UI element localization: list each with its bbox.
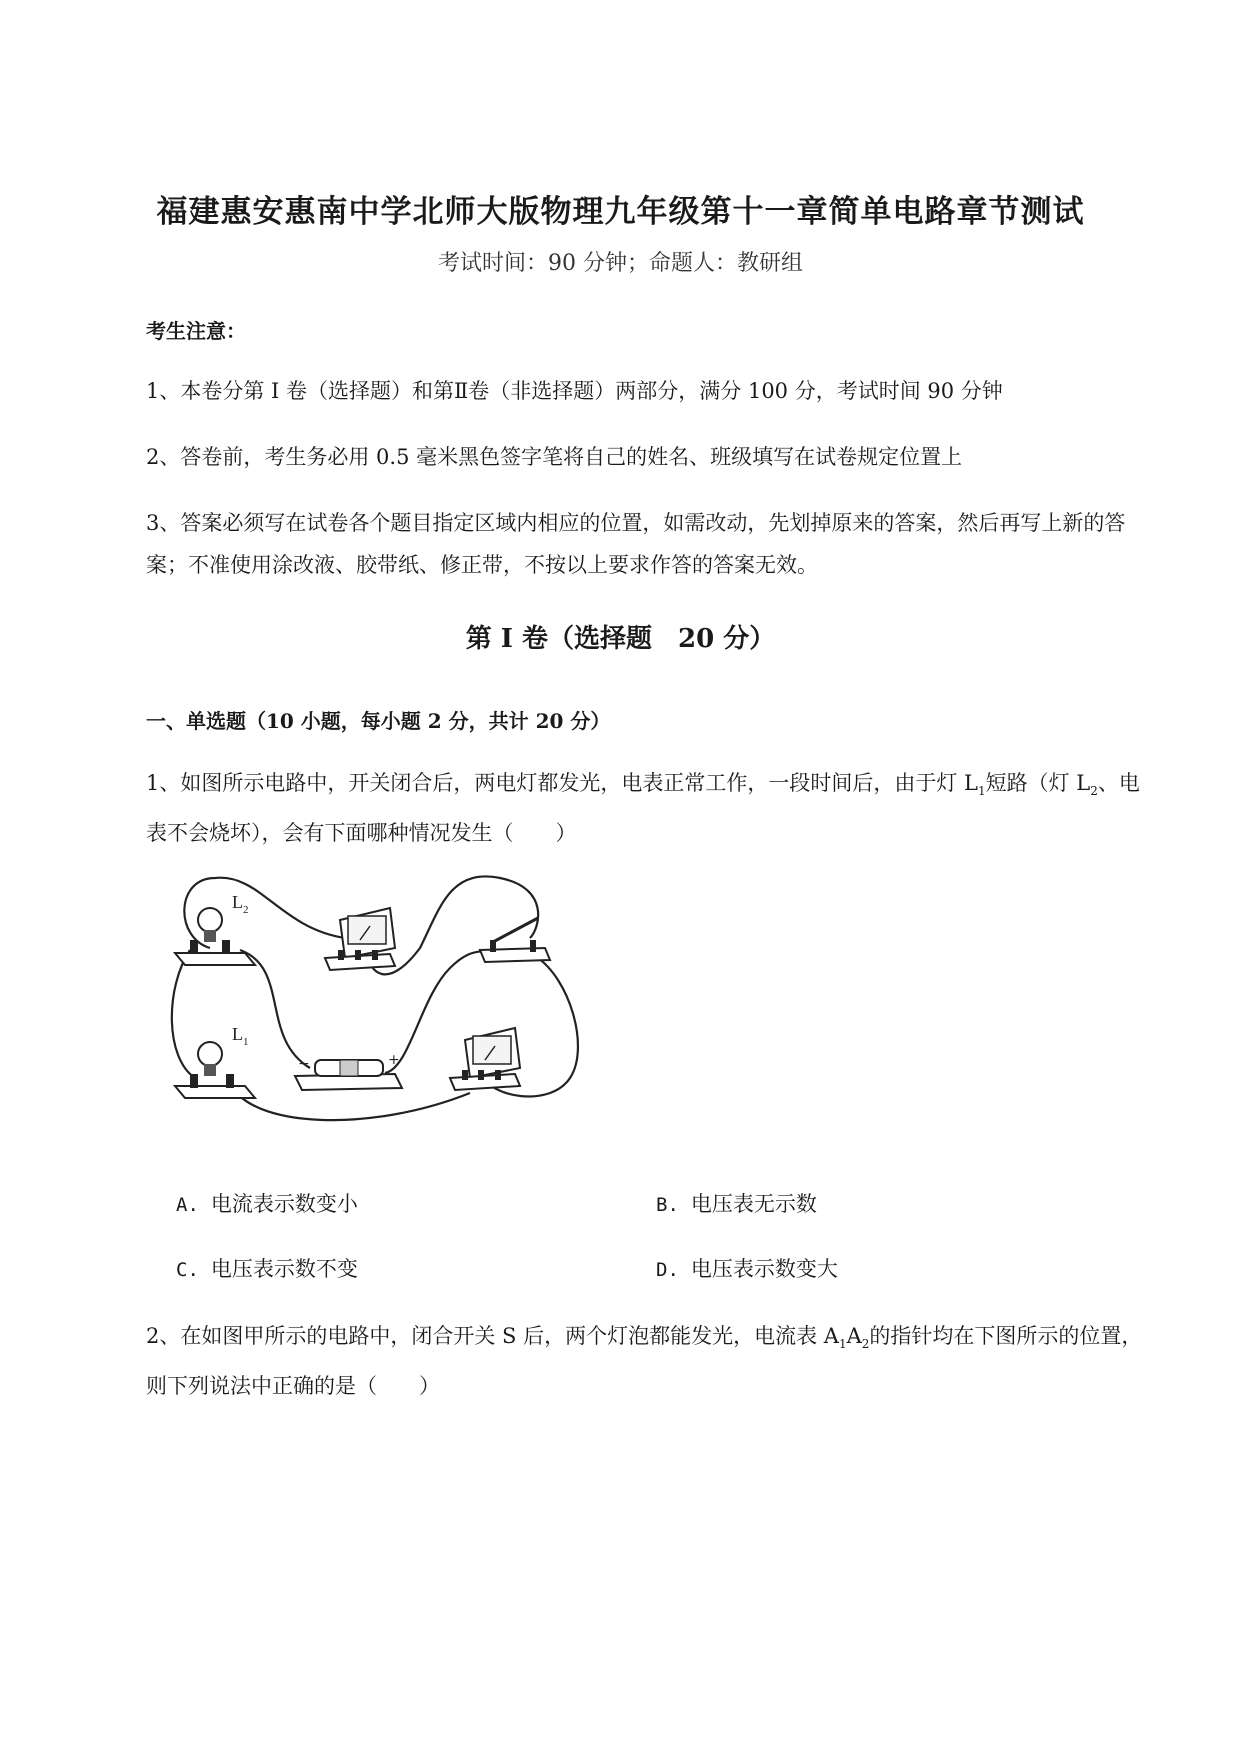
label-l2: $L_2$ <box>232 892 249 916</box>
option-d[interactable] <box>656 1253 838 1283</box>
option-c[interactable] <box>176 1253 358 1283</box>
option-d-text: 电压表示数变大 <box>690 1257 838 1281</box>
option-a[interactable] <box>176 1188 358 1218</box>
option-c-letter: C. <box>176 1259 199 1281</box>
option-a-text: 电流表示数变小 <box>210 1192 358 1216</box>
question-2-sub-a: 1 <box>838 1337 847 1352</box>
option-b-text: 电压表无示数 <box>690 1192 817 1216</box>
question-1-text-a: 1、如图所示电路中，开关闭合后，两电灯都发光，电表正常工作，一段时间后，由于灯 L <box>146 771 978 795</box>
voltmeter <box>325 908 395 970</box>
circuit-figure <box>170 868 630 1158</box>
section-title: 第 I 卷（选择题 20 分） <box>465 624 776 654</box>
option-b-letter: B. <box>656 1194 679 1216</box>
question-1-text-c: 、电表不会烧坏），会有下面哪种情况发生（ ） <box>146 771 1140 846</box>
question-1 <box>146 762 1156 854</box>
question-1-sub-a: 1 <box>977 784 986 799</box>
option-d-letter: D. <box>656 1259 679 1281</box>
question-2 <box>146 1315 1156 1407</box>
question-1-text-b: 短路（灯 L <box>985 771 1091 795</box>
label-l1: $L_1$ <box>232 1024 249 1048</box>
option-b[interactable] <box>656 1188 817 1218</box>
question-2-text-b: A <box>846 1324 862 1348</box>
battery-plus-label: + <box>388 1052 400 1068</box>
page-title: 福建惠安惠南中学北师大版物理九年级第十一章简单电路章节测试 <box>156 194 1085 230</box>
notice-item-2: 2、答卷前，考生务必用 0.5 毫米黑色签字笔将自己的姓名、班级填写在试卷规定位置上 <box>146 445 963 469</box>
switch <box>480 918 550 962</box>
wire <box>172 950 195 1078</box>
battery-minus-label: − <box>298 1056 310 1072</box>
option-c-text: 电压表示数不变 <box>210 1257 358 1281</box>
exam-info: 考试时间：90 分钟；命题人：教研组 <box>438 251 803 276</box>
option-a-letter: A. <box>176 1194 199 1216</box>
wire <box>240 950 310 1068</box>
notice-item-1: 1、本卷分第 I 卷（选择题）和第Ⅱ卷（非选择题）两部分，满分 100 分，考试时间 90 分钟 <box>146 379 1003 403</box>
question-1-sub-b: 2 <box>1090 784 1098 799</box>
part-heading: 一、单选题（10 小题，每小题 2 分，共计 20 分） <box>146 709 611 733</box>
battery <box>295 1052 402 1090</box>
notice-heading: 考生注意： <box>146 319 246 343</box>
question-2-text-a: 2、在如图甲所示的电路中，闭合开关 S 后，两个灯泡都能发光，电流表 A <box>146 1324 839 1348</box>
question-2-text-c: 的指针均在下图所示的位置，则下列说法中正确的是（ ） <box>146 1324 1143 1399</box>
question-2-sub-b: 2 <box>861 1337 870 1352</box>
notice-item-3: 3、答案必须写在试卷各个题目指定区域内相应的位置，如需改动，先划掉原来的答案，然后再写上新的答案；不准使用涂改液、胶带纸、修正带，不按以上要求作答的答案无效。 <box>146 511 1126 577</box>
bulb-l2 <box>175 908 255 965</box>
ammeter <box>450 1028 520 1090</box>
